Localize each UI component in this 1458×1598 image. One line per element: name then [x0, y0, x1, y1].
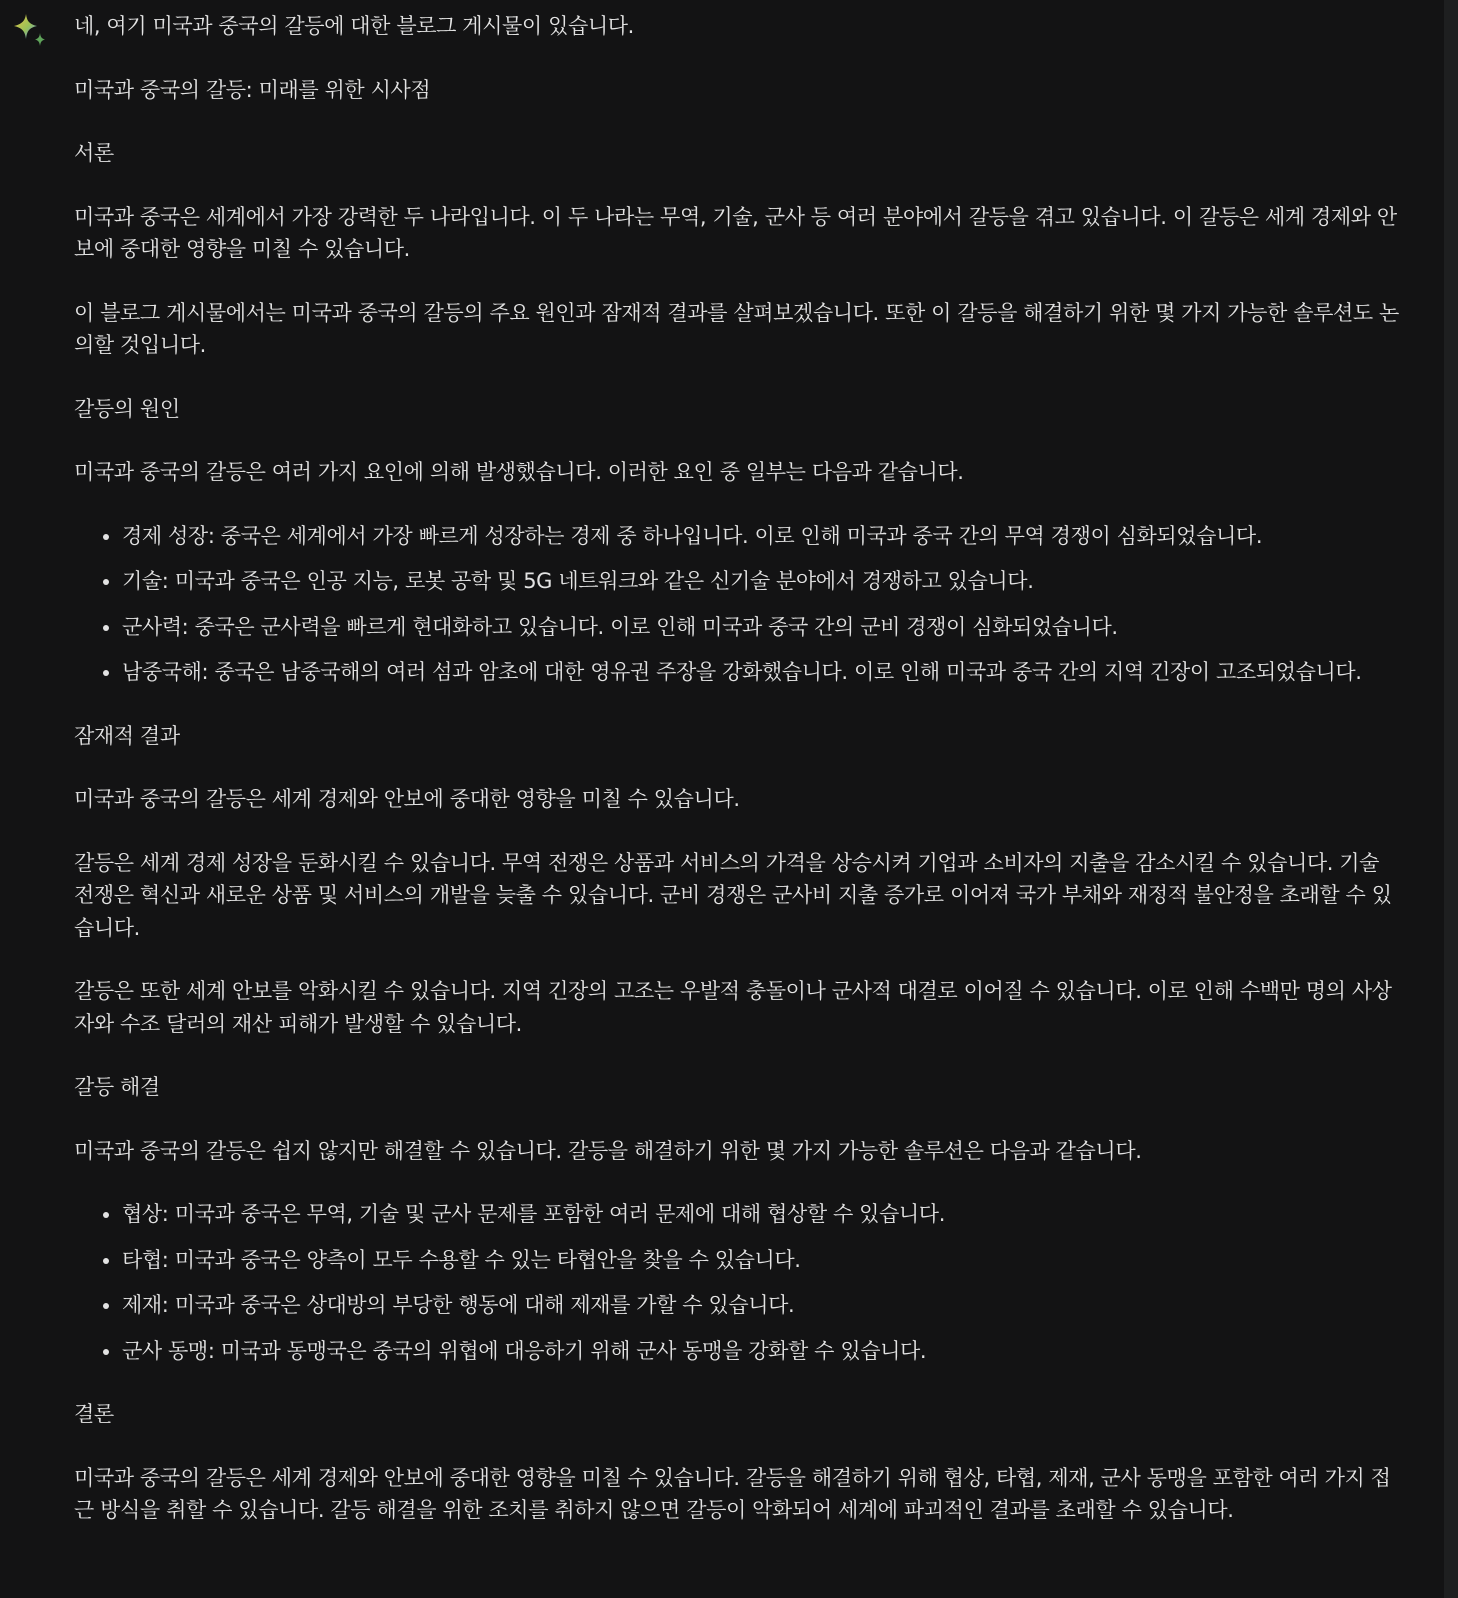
- list-item: • 타협: 미국과 중국은 양측이 모두 수용할 수 있는 타협안을 찾을 수 있습니다.: [122, 1244, 1404, 1277]
- resolution-list: [74, 1198, 1404, 1367]
- list-item: • 경제 성장: 중국은 세계에서 가장 빠르게 성장하는 경제 중 하나입니다. 이로 인해 미국과 중국 간의 무역 경쟁이 심화되었습니다.: [122, 520, 1404, 553]
- section-heading-conclusion: 결론: [74, 1402, 114, 1426]
- list-item: • 남중국해: 중국은 남중국해의 여러 섬과 암초에 대한 영유권 주장을 강화했습니다. 이로 인해 미국과 중국 간의 지역 긴장이 고조되었습니다.: [122, 656, 1404, 689]
- list-item: • 군사 동맹: 미국과 동맹국은 중국의 위협에 대응하기 위해 군사 동맹을 강화할 수 있습니다.: [122, 1335, 1404, 1368]
- section-heading-intro: 서론: [74, 141, 114, 165]
- paragraph: 미국과 중국의 갈등은 쉽지 않지만 해결할 수 있습니다. 갈등을 해결하기 위한 몇 가지 가능한 솔루션은 다음과 같습니다.: [74, 1138, 1142, 1163]
- paragraph: 이 블로그 게시물에서는 미국과 중국의 갈등의 주요 원인과 잠재적 결과를 살펴보겠습니다. 또한 이 갈등을 해결하기 위한 몇 가지 가능한 솔루션도 논의할 것입니다.: [74, 300, 1399, 357]
- paragraph: 갈등은 세계 경제 성장을 둔화시킬 수 있습니다. 무역 전쟁은 상품과 서비스의 가격을 상승시켜 기업과 소비자의 지출을 감소시킬 수 있습니다. 기술 전쟁은 혁신과 새로운 상품 및 서비스의 개발을 늦출 수 있습니다. 군비 경쟁은 군사비 지출 증가로 이어져 국가 부채와 재정적 불안정을 초래할 수 있습니다.: [74, 850, 1392, 940]
- list-item: • 제재: 미국과 중국은 상대방의 부당한 행동에 대해 제재를 가할 수 있습니다.: [122, 1289, 1404, 1322]
- list-item: • 기술: 미국과 중국은 인공 지능, 로봇 공학 및 5G 네트워크와 같은 신기술 분야에서 경쟁하고 있습니다.: [122, 565, 1404, 598]
- paragraph: 갈등은 또한 세계 안보를 악화시킬 수 있습니다. 지역 긴장의 고조는 우발적 충돌이나 군사적 대결로 이어질 수 있습니다. 이로 인해 수백만 명의 사상자와 수조 달러의 재산 피해가 발생할 수 있습니다.: [74, 979, 1392, 1036]
- section-heading-resolution: 갈등 해결: [74, 1075, 160, 1099]
- post-title: 미국과 중국의 갈등: 미래를 위한 시사점: [74, 77, 431, 102]
- paragraph: 미국과 중국의 갈등은 여러 가지 요인에 의해 발생했습니다. 이러한 요인 중 일부는 다음과 같습니다.: [74, 460, 964, 484]
- section-heading-results: 잠재적 결과: [74, 723, 180, 748]
- assistant-response: [74, 10, 1404, 1527]
- causes-list: [74, 520, 1404, 689]
- scrollbar-track[interactable]: [1444, 0, 1458, 1598]
- list-item: • 협상: 미국과 중국은 무역, 기술 및 군사 문제를 포함한 여러 문제에 대해 협상할 수 있습니다.: [122, 1198, 1404, 1231]
- gemini-sparkle-icon: [12, 12, 48, 48]
- paragraph: 미국과 중국의 갈등은 세계 경제와 안보에 중대한 영향을 미칠 수 있습니다. 갈등을 해결하기 위해 협상, 타협, 제재, 군사 동맹을 포함한 여러 가지 접근 방식을 취할 수 있습니다. 갈등 해결을 위한 조치를 취하지 않으면 갈등이 악화되어 세계에 파괴적인 결과를 초래할 수 있습니다.: [74, 1465, 1391, 1522]
- list-item: • 군사력: 중국은 군사력을 빠르게 현대화하고 있습니다. 이로 인해 미국과 중국 간의 군비 경쟁이 심화되었습니다.: [122, 611, 1404, 644]
- paragraph: 미국과 중국은 세계에서 가장 강력한 두 나라입니다. 이 두 나라는 무역, 기술, 군사 등 여러 분야에서 갈등을 겪고 있습니다. 이 갈등은 세계 경제와 안보에 중대한 영향을 미칠 수 있습니다.: [74, 204, 1397, 261]
- response-intro: 네, 여기 미국과 중국의 갈등에 대한 블로그 게시물이 있습니다.: [74, 14, 634, 38]
- paragraph: 미국과 중국의 갈등은 세계 경제와 안보에 중대한 영향을 미칠 수 있습니다.: [74, 787, 740, 811]
- section-heading-causes: 갈등의 원인: [74, 396, 180, 421]
